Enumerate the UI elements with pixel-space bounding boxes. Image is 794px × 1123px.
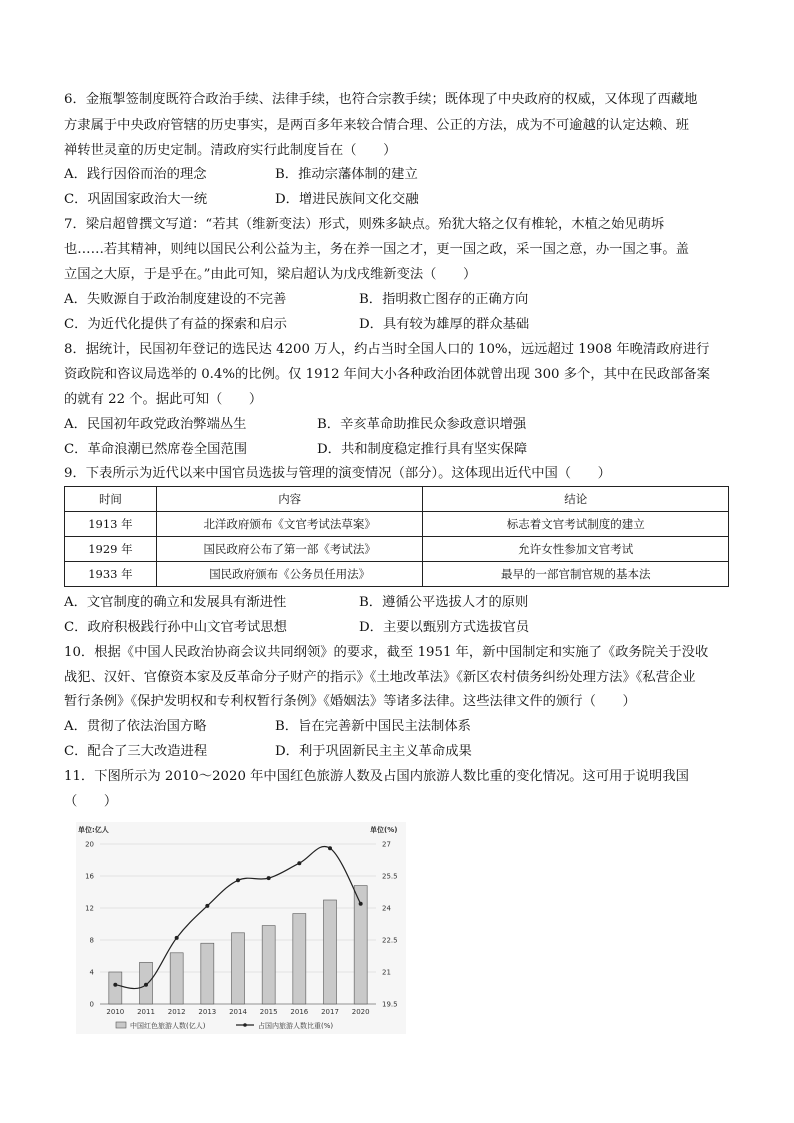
q8-line-1: 8．据统计，民国初年登记的选民达 4200 万人，约占当时全国人口的 10%，远远超过 1908 年晚清政府进行 (64, 342, 710, 357)
q10-line-3: 暂行条例》《保护发明权和专利权暂行条例》《婚姻法》等诸多法律。这些法律文件的颁行（ ） (64, 694, 636, 709)
table-header-conclusion: 结论 (423, 487, 729, 512)
x-tick-label: 2011 (137, 1008, 155, 1016)
bar (201, 943, 214, 1004)
q6-option-c[interactable]: C．巩固国家政治大一统 (64, 192, 208, 207)
legend-bar-label: 中国红色旅游人数(亿人) (130, 1022, 206, 1030)
left-tick-label: 0 (89, 1000, 94, 1009)
left-tick-label: 8 (89, 936, 94, 945)
q8-line-2: 资政院和咨议局选举的 0.4%的比例。仅 1912 年间大小各种政治团体就曾出现 300 多个，其中在民政部备案 (64, 367, 711, 382)
q9-option-a[interactable]: A．文官制度的确立和发展具有渐进性 (64, 595, 287, 610)
q8-option-a[interactable]: A．民国初年政党政治弊端丛生 (64, 417, 247, 432)
q9-option-d[interactable]: D．主要以甄别方式选拔官员 (359, 620, 530, 635)
right-tick-label: 21 (382, 968, 391, 977)
table-cell: 允许女性参加文官考试 (423, 537, 729, 562)
right-tick-label: 19.5 (382, 1000, 398, 1009)
table-header-row (65, 487, 729, 512)
q7-option-d[interactable]: D．具有较为雄厚的群众基础 (359, 317, 530, 332)
q11-line-2: （ ） (64, 794, 118, 809)
q7-line-1: 7．梁启超曾撰文写道：“若其（维新变法）形式，则殊多缺点。殆犹大辂之仅有椎轮，木植之始见萌坼 (64, 217, 665, 232)
legend-line-point (243, 1023, 247, 1027)
q8-option-b[interactable]: B．辛亥革命助推民众参政意识增强 (317, 417, 527, 432)
table-row (65, 537, 729, 562)
table-header-time: 时间 (65, 487, 157, 512)
bar (262, 926, 275, 1004)
bar (232, 933, 245, 1004)
x-tick-label: 2012 (167, 1008, 186, 1016)
q10-option-c[interactable]: C．配合了三大改造进程 (64, 744, 208, 759)
ratio-point (205, 904, 209, 908)
right-unit-label: 单位(%) (370, 826, 398, 834)
ratio-point (113, 983, 117, 987)
q6-line-1: 6．金瓶掣签制度既符合政治手续、法律手续，也符合宗教手续；既体现了中央政府的权威，又体现了西藏地 (64, 92, 698, 107)
table-cell: 标志着文官考试制度的建立 (423, 512, 729, 537)
q6-option-d[interactable]: D．增进民族间文化交融 (275, 192, 419, 207)
table-cell: 1913 年 (65, 512, 157, 537)
q8-option-c[interactable]: C．革命浪潮已然席卷全国范围 (64, 442, 248, 457)
table-cell: 国民政府颁布《公务员任用法》 (156, 562, 423, 587)
legend-line-label: 占国内旅游人数比重(%) (258, 1022, 334, 1030)
right-tick-label: 22.5 (382, 936, 398, 945)
x-tick-label: 2015 (259, 1008, 278, 1016)
q7-line-3: 立国之大原，于是乎在。”由此可知，梁启超认为戊戌维新变法（ ） (64, 267, 477, 282)
right-tick-label: 25.5 (382, 872, 398, 881)
left-unit-label: 单位:亿人 (78, 826, 109, 834)
table-cell: 1933 年 (65, 562, 157, 587)
q7-option-a[interactable]: A．失败源自于政治制度建设的不完善 (64, 292, 287, 307)
q9-line-1: 9．下表所示为近代以来中国官员选拔与管理的演变情况（部分）。这体现出近代中国（ ） (64, 466, 611, 481)
q7-option-b[interactable]: B．指明救亡图存的正确方向 (359, 292, 529, 307)
q10-option-d[interactable]: D．利于巩固新民主主义革命成果 (275, 744, 472, 759)
chart-svg (76, 822, 406, 1034)
ratio-point (359, 902, 363, 906)
left-tick-label: 12 (85, 904, 94, 913)
q9-option-b[interactable]: B．遵循公平选拔人才的原则 (359, 595, 529, 610)
left-tick-label: 20 (85, 840, 94, 849)
x-tick-label: 2014 (229, 1008, 247, 1016)
evolution-table (64, 486, 729, 587)
x-tick-label: 2010 (106, 1008, 125, 1016)
x-tick-label: 2016 (290, 1008, 309, 1016)
table-cell: 最早的一部官制官规的基本法 (423, 562, 729, 587)
right-tick-label: 27 (382, 840, 391, 849)
q8-option-d[interactable]: D．共和制度稳定推行具有坚实保障 (317, 442, 528, 457)
q6-option-a[interactable]: A．践行因俗而治的理念 (64, 167, 207, 182)
bar (170, 953, 183, 1004)
ratio-point (297, 861, 301, 865)
ratio-point (328, 846, 332, 850)
q10-option-b[interactable]: B．旨在完善新中国民主法制体系 (275, 719, 471, 734)
ratio-point (175, 936, 179, 940)
q6-option-b[interactable]: B．推动宗藩体制的建立 (275, 167, 418, 182)
q6-line-3: 禅转世灵童的历史定制。清政府实行此制度旨在（ ） (64, 143, 397, 158)
left-tick-label: 4 (89, 968, 94, 977)
bar (293, 914, 306, 1004)
q10-option-a[interactable]: A．贯彻了依法治国方略 (64, 719, 207, 734)
x-tick-label: 2013 (198, 1008, 217, 1016)
bar (324, 900, 337, 1004)
q7-option-c[interactable]: C．为近代化提供了有益的探索和启示 (64, 317, 287, 332)
table-cell: 北洋政府颁布《文官考试法草案》 (156, 512, 423, 537)
x-tick-label: 2017 (321, 1008, 339, 1016)
table-cell: 国民政府公布了第一部《考试法》 (156, 537, 423, 562)
ratio-point (144, 983, 148, 987)
q10-line-2: 战犯、汉奸、官僚资本家及反革命分子财产的指示》《土地改革法》《新区农村债务纠纷处理方法》《私营企业 (64, 670, 696, 685)
q11-line-1: 11．下图所示为 2010～2020 年中国红色旅游人数及占国内旅游人数比重的变化情况。这可用于说明我国 (64, 769, 689, 784)
table-header-content: 内容 (156, 487, 423, 512)
left-tick-label: 16 (85, 872, 94, 881)
ratio-point (236, 878, 240, 882)
table-cell: 1929 年 (65, 537, 157, 562)
right-tick-label: 24 (382, 904, 391, 913)
q7-line-2: 也……若其精神，则纯以国民公利公益为主，务在养一国之才，更一国之政，采一国之意，办一国之事。盖 (64, 242, 689, 257)
q6-line-2: 方隶属于中央政府管辖的历史事实，是两百多年来较合情合理、公正的方法，成为不可逾越的认定达赖、班 (64, 118, 689, 133)
q10-line-1: 10．根据《中国人民政治协商会议共同纲领》的要求，截至 1951 年，新中国制定和实施了《政务院关于没收 (64, 645, 709, 660)
table-row (65, 562, 729, 587)
ratio-point (267, 876, 271, 880)
table-row (65, 512, 729, 537)
q9-option-c[interactable]: C．政府积极践行孙中山文官考试思想 (64, 620, 287, 635)
x-tick-label: 2020 (351, 1008, 370, 1016)
bar (109, 972, 122, 1004)
red-tourism-chart (76, 822, 406, 1034)
legend-bar-swatch (116, 1022, 126, 1028)
q8-line-3: 的就有 22 个。据此可知（ ） (64, 392, 263, 407)
